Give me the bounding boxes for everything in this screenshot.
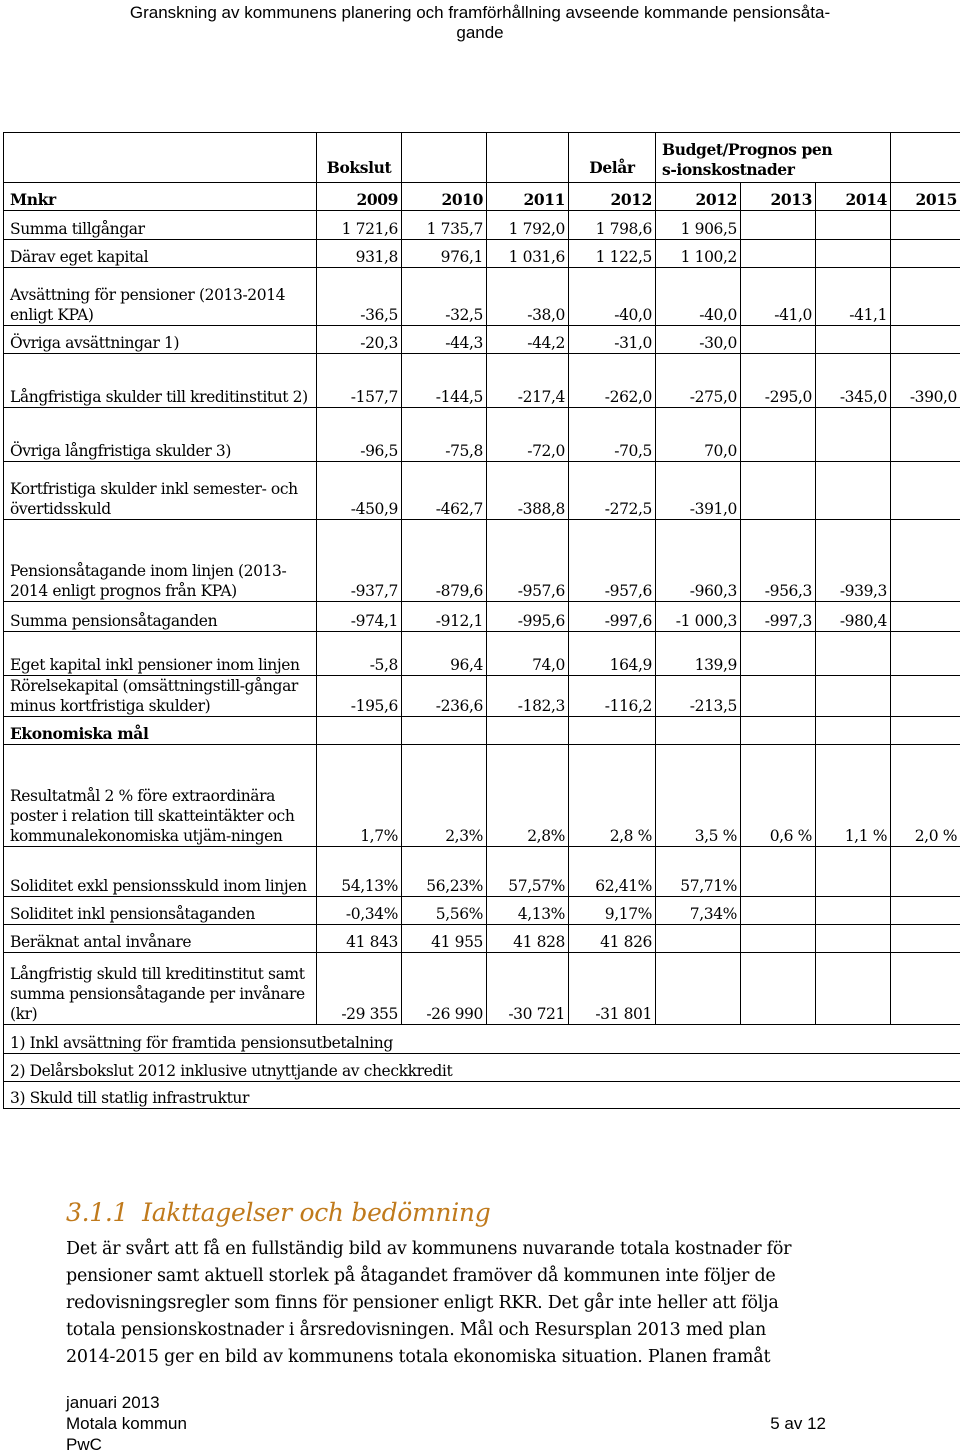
paragraph-line: Det är svårt att få en fullständig bild av kommunens nuvarande totala kostnader för [66,1236,926,1263]
table-row [4,925,960,953]
year-header: 2013 [741,183,816,211]
value-cell: -182,3 [487,676,569,717]
value-cell: -72,0 [487,408,569,462]
value-cell: -1 000,3 [656,602,741,632]
value-cell: -30 721 [487,953,569,1025]
value-cell: 976,1 [402,240,487,268]
value-cell [891,717,960,745]
value-cell [816,897,891,925]
value-cell: -217,4 [487,354,569,408]
value-cell: -96,5 [317,408,402,462]
value-cell [891,408,960,462]
value-cell [891,462,960,520]
value-cell: 1 906,5 [656,211,741,240]
value-cell: -75,8 [402,408,487,462]
value-cell: 2,0 % [891,745,960,847]
value-cell [891,268,960,326]
table-row [4,632,960,676]
table-row [4,520,960,602]
table-row [4,326,960,354]
value-cell [741,847,816,897]
value-cell [816,676,891,717]
value-cell: -997,6 [569,602,656,632]
value-cell: 74,0 [487,632,569,676]
value-cell: -980,4 [816,602,891,632]
value-cell: -32,5 [402,268,487,326]
value-cell [656,953,741,1025]
value-cell [891,602,960,632]
value-cell: 41 955 [402,925,487,953]
value-cell: 96,4 [402,632,487,676]
value-cell: 1 721,6 [317,211,402,240]
value-cell: 41 826 [569,925,656,953]
table-row [4,462,960,520]
value-cell [741,717,816,745]
year-header: 2011 [487,183,569,211]
value-cell: -30,0 [656,326,741,354]
header-blank-cell [4,133,317,183]
table-row [4,211,960,240]
value-cell: -956,3 [741,520,816,602]
row-label: Långfristiga skulder till kreditinstitut 2) [4,354,317,408]
value-cell [816,632,891,676]
value-cell: 54,13% [317,847,402,897]
footnote-row [4,1025,960,1054]
table-row [4,268,960,326]
header-line-2: gande [0,22,960,44]
value-cell: 7,34% [656,897,741,925]
value-cell: -912,1 [402,602,487,632]
footer-org: Motala kommun [66,1413,826,1434]
value-cell: -236,6 [402,676,487,717]
row-label: Summa pensionsåtaganden [4,602,317,632]
value-cell [741,240,816,268]
value-cell [816,847,891,897]
value-cell [816,408,891,462]
value-cell [891,632,960,676]
value-cell [816,240,891,268]
value-cell [891,897,960,925]
footnote: 3) Skuld till statlig infrastruktur [4,1082,960,1109]
value-cell: 41 843 [317,925,402,953]
value-cell [891,676,960,717]
row-label: Beräknat antal invånare [4,925,317,953]
paragraph-line: totala pensionskostnader i årsredovisningen. Mål och Resursplan 2013 med plan [66,1317,926,1344]
section-heading [66,1198,504,1227]
section-number: 3.1.1 [66,1198,128,1227]
header-row-groups [4,133,960,183]
value-cell [656,717,741,745]
table-row [4,897,960,925]
value-cell: -41,0 [741,268,816,326]
value-cell: -38,0 [487,268,569,326]
value-cell: -939,3 [816,520,891,602]
value-cell: 62,41% [569,847,656,897]
value-cell [891,520,960,602]
value-cell: 1 792,0 [487,211,569,240]
value-cell: 9,17% [569,897,656,925]
table-row [4,953,960,1025]
value-cell: -995,6 [487,602,569,632]
value-cell [402,717,487,745]
pension-table [3,132,960,1109]
value-cell [741,326,816,354]
value-cell: -275,0 [656,354,741,408]
value-cell [891,326,960,354]
value-cell: -937,7 [317,520,402,602]
table-row [4,847,960,897]
value-cell [891,847,960,897]
value-cell: -960,3 [656,520,741,602]
table-row [4,602,960,632]
value-cell: -116,2 [569,676,656,717]
value-cell: 5,56% [402,897,487,925]
value-cell [741,211,816,240]
value-cell [741,462,816,520]
value-cell: -41,1 [816,268,891,326]
value-cell: -388,8 [487,462,569,520]
table-row [4,408,960,462]
value-cell: -272,5 [569,462,656,520]
value-cell: -974,1 [317,602,402,632]
value-cell: -144,5 [402,354,487,408]
value-cell [741,897,816,925]
row-label: Övriga avsättningar 1) [4,326,317,354]
footer-firm: PwC [66,1434,826,1455]
value-cell: 57,71% [656,847,741,897]
row-label: Övriga långfristiga skulder 3) [4,408,317,462]
value-cell [741,632,816,676]
value-cell: -195,6 [317,676,402,717]
year-header: 2010 [402,183,487,211]
footer-date: januari 2013 [66,1392,826,1413]
row-label: Därav eget kapital [4,240,317,268]
value-cell: 1 031,6 [487,240,569,268]
value-cell: -20,3 [317,326,402,354]
header-delar: Delår [569,133,656,183]
row-label: Soliditet inkl pensionsåtaganden [4,897,317,925]
row-label: Ekonomiska mål [4,717,317,745]
header-line-1: Granskning av kommunens planering och framförhållning avseende kommande pensionsåta- [0,2,960,24]
table-row [4,676,960,717]
value-cell: -29 355 [317,953,402,1025]
header-budget-prognos: Budget/Prognos pens-ionskostnader [656,133,891,183]
value-cell: 1,1 % [816,745,891,847]
value-cell: 3,5 % [656,745,741,847]
header-blank-cell [402,133,487,183]
value-cell: 4,13% [487,897,569,925]
value-cell: 2,3% [402,745,487,847]
value-cell: 1 735,7 [402,211,487,240]
header-blank-cell [487,133,569,183]
section-title: Iakttagelser och bedömning [142,1198,490,1227]
row-label: Pensionsåtagande inom linjen (2013-2014 enligt prognos från KPA) [4,520,317,602]
page-footer [66,1392,826,1455]
value-cell [487,717,569,745]
value-cell [891,925,960,953]
value-cell [741,925,816,953]
row-label: Kortfristiga skulder inkl semester- och övertidsskuld [4,462,317,520]
header-blank-cell [891,133,960,183]
value-cell [656,925,741,953]
row-label: Rörelsekapital (omsättningstill-gångar minus kortfristiga skulder) [4,676,317,717]
table-row [4,717,960,745]
value-cell: -957,6 [569,520,656,602]
value-cell: -40,0 [569,268,656,326]
value-cell: -31,0 [569,326,656,354]
header-bokslut: Bokslut [317,133,402,183]
footnote: 2) Delårsbokslut 2012 inklusive utnyttjande av checkkredit [4,1054,960,1082]
value-cell: -0,34% [317,897,402,925]
unit-label: Mnkr [4,183,317,211]
value-cell: -879,6 [402,520,487,602]
value-cell: -26 990 [402,953,487,1025]
footnote: 1) Inkl avsättning för framtida pensionsutbetalning [4,1025,960,1054]
value-cell [816,953,891,1025]
year-header: 2015 [891,183,960,211]
value-cell: -957,6 [487,520,569,602]
year-header: 2012 [569,183,656,211]
value-cell: -44,2 [487,326,569,354]
value-cell: 2,8 % [569,745,656,847]
value-cell [816,462,891,520]
value-cell: -450,9 [317,462,402,520]
value-cell: -157,7 [317,354,402,408]
value-cell: 1 798,6 [569,211,656,240]
value-cell: 2,8% [487,745,569,847]
value-cell: -40,0 [656,268,741,326]
row-label: Avsättning för pensioner (2013-2014 enligt KPA) [4,268,317,326]
table-row [4,354,960,408]
header-row-years [4,183,960,211]
body-paragraph [66,1236,926,1371]
value-cell: -262,0 [569,354,656,408]
value-cell [816,211,891,240]
value-cell: 164,9 [569,632,656,676]
value-cell: -36,5 [317,268,402,326]
row-label: Resultatmål 2 % före extraordinära poster i relation till skatteintäkter och kommunalekonomiska utjäm-ningen [4,745,317,847]
row-label: Summa tillgångar [4,211,317,240]
value-cell [569,717,656,745]
value-cell: -44,3 [402,326,487,354]
table-row [4,240,960,268]
value-cell [317,717,402,745]
value-cell: -391,0 [656,462,741,520]
value-cell: 1 100,2 [656,240,741,268]
value-cell: -31 801 [569,953,656,1025]
footer-page-number: 5 av 12 [770,1413,826,1434]
value-cell: -997,3 [741,602,816,632]
value-cell: -213,5 [656,676,741,717]
value-cell: 0,6 % [741,745,816,847]
year-header: 2014 [816,183,891,211]
value-cell [891,953,960,1025]
value-cell: -462,7 [402,462,487,520]
row-label: Långfristig skuld till kreditinstitut samt summa pensionsåtagande per invånare (kr) [4,953,317,1025]
footnote-row [4,1082,960,1109]
value-cell [816,925,891,953]
paragraph-line: 2014-2015 ger en bild av kommunens totala ekonomiska situation. Planen framåt [66,1344,926,1371]
value-cell: 1,7% [317,745,402,847]
value-cell: -5,8 [317,632,402,676]
value-cell [741,408,816,462]
value-cell: 70,0 [656,408,741,462]
value-cell: -390,0 [891,354,960,408]
year-header: 2012 [656,183,741,211]
value-cell: 931,8 [317,240,402,268]
paragraph-line: pensioner samt aktuell storlek på åtagandet framöver då kommunen inte följer de [66,1263,926,1290]
year-header: 2009 [317,183,402,211]
value-cell [816,326,891,354]
paragraph-line: redovisningsregler som finns för pensioner enligt RKR. Det går inte heller att följa [66,1290,926,1317]
value-cell [891,211,960,240]
table-row [4,745,960,847]
value-cell: -295,0 [741,354,816,408]
value-cell: 1 122,5 [569,240,656,268]
value-cell: 56,23% [402,847,487,897]
footnote-row [4,1054,960,1082]
row-label: Eget kapital inkl pensioner inom linjen [4,632,317,676]
value-cell [741,676,816,717]
value-cell: 41 828 [487,925,569,953]
value-cell: 139,9 [656,632,741,676]
row-label: Soliditet exkl pensionsskuld inom linjen [4,847,317,897]
value-cell: -345,0 [816,354,891,408]
value-cell [741,953,816,1025]
value-cell [816,717,891,745]
value-cell: 57,57% [487,847,569,897]
value-cell: -70,5 [569,408,656,462]
value-cell [891,240,960,268]
